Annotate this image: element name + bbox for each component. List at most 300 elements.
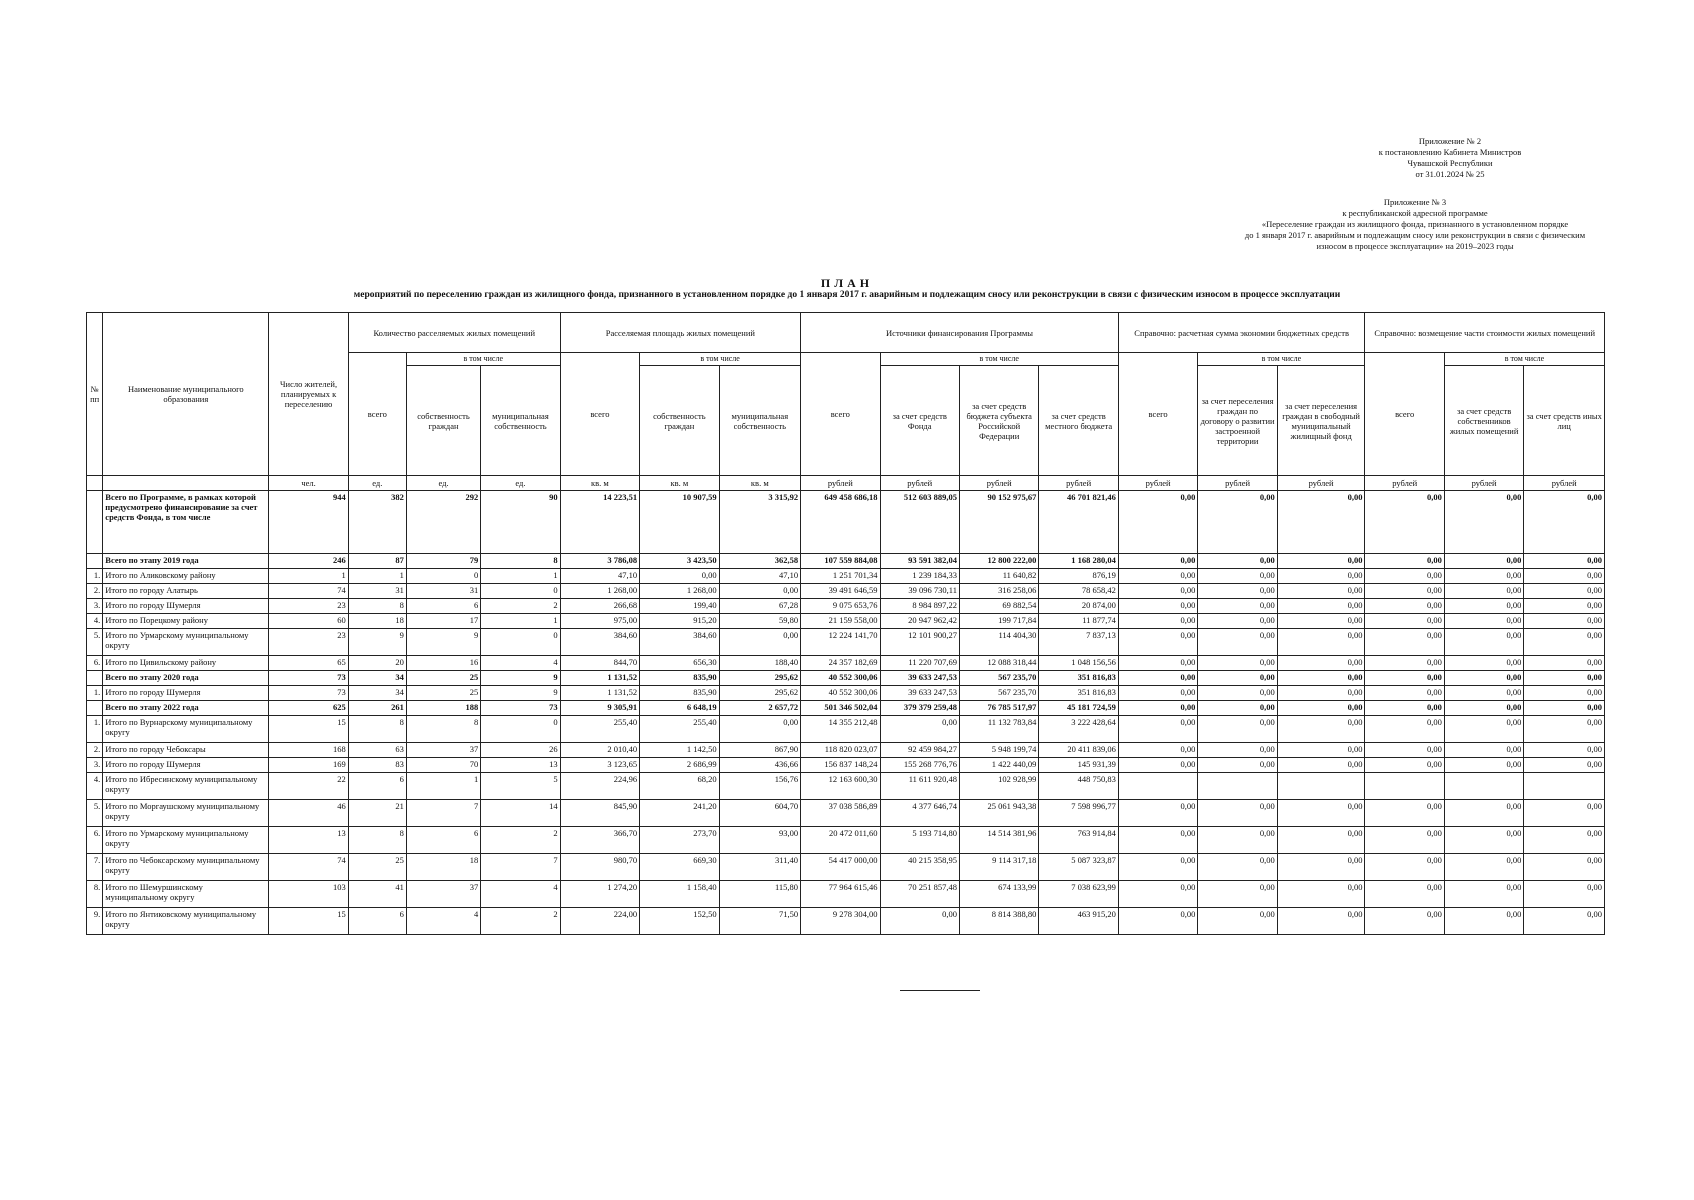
- table-header: [87, 313, 1605, 491]
- row-number: 8.: [87, 881, 103, 908]
- value-cell: 0,00: [1277, 758, 1365, 773]
- row-number: 9.: [87, 908, 103, 935]
- value-cell: 5 087 323,87: [1039, 854, 1118, 881]
- value-cell: 70 251 857,48: [880, 881, 959, 908]
- value-cell: 2 010,40: [560, 743, 639, 758]
- value-cell: 93,00: [719, 827, 800, 854]
- value-cell: 9: [481, 671, 560, 686]
- value-cell: 0,00: [1365, 629, 1444, 656]
- value-cell: 40 552 300,06: [801, 686, 880, 701]
- value-cell: 73: [269, 671, 348, 686]
- value-cell: 0,00: [1277, 569, 1365, 584]
- value-cell: 39 633 247,53: [880, 686, 959, 701]
- value-cell: 0,00: [1365, 554, 1444, 569]
- value-cell: 21: [348, 800, 406, 827]
- value-cell: 0,00: [1277, 701, 1365, 716]
- row-number: 6.: [87, 656, 103, 671]
- value-cell: 0,00: [1524, 554, 1605, 569]
- value-cell: 16: [406, 656, 480, 671]
- value-cell: 90 152 975,67: [959, 491, 1038, 554]
- value-cell: 79: [406, 554, 480, 569]
- value-cell: 7 837,13: [1039, 629, 1118, 656]
- value-cell: 21 159 558,00: [801, 614, 880, 629]
- value-cell: 0,00: [1277, 599, 1365, 614]
- header-owners: за счет средств собственников жилых помещений: [1444, 366, 1523, 476]
- value-cell: 0,00: [1118, 716, 1197, 743]
- value-cell: 246: [269, 554, 348, 569]
- value-cell: 74: [269, 584, 348, 599]
- value-cell: 11 640,82: [959, 569, 1038, 584]
- value-cell: 0,00: [1444, 491, 1523, 554]
- value-cell: 382: [348, 491, 406, 554]
- value-cell: 45 181 724,59: [1039, 701, 1118, 716]
- value-cell: 0,00: [1198, 686, 1277, 701]
- value-cell: 0,00: [1444, 554, 1523, 569]
- row-number: 3.: [87, 758, 103, 773]
- header-incl: в том числе: [640, 353, 801, 366]
- row-name: Итого по городу Шумерля: [103, 758, 269, 773]
- unit-cell: рублей: [880, 476, 959, 491]
- row-name: Итого по Чебоксарскому муниципальному округу: [103, 854, 269, 881]
- value-cell: 41: [348, 881, 406, 908]
- value-cell: 1: [406, 773, 480, 800]
- value-cell: 5 193 714,80: [880, 827, 959, 854]
- value-cell: 0,00: [1118, 656, 1197, 671]
- value-cell: 11 877,74: [1039, 614, 1118, 629]
- row-name: Итого по городу Шумерля: [103, 686, 269, 701]
- value-cell: 0,00: [1365, 881, 1444, 908]
- value-cell: 0,00: [1277, 584, 1365, 599]
- value-cell: 0,00: [1198, 671, 1277, 686]
- value-cell: 59,80: [719, 614, 800, 629]
- row-name: Итого по Урмарскому муниципальному округу: [103, 629, 269, 656]
- value-cell: 674 133,99: [959, 881, 1038, 908]
- row-name: Всего по этапу 2019 года: [103, 554, 269, 569]
- value-cell: 71,50: [719, 908, 800, 935]
- value-cell: 0,00: [1365, 584, 1444, 599]
- header-count-own: собственность граждан: [406, 366, 480, 476]
- value-cell: 0,00: [880, 716, 959, 743]
- value-cell: 0,00: [1524, 758, 1605, 773]
- table-row: [87, 491, 1605, 554]
- value-cell: 366,70: [560, 827, 639, 854]
- document-title: ПЛАН: [820, 276, 874, 290]
- header-fund: за счет средств Фонда: [880, 366, 959, 476]
- value-cell: 6: [406, 599, 480, 614]
- value-cell: 12 800 222,00: [959, 554, 1038, 569]
- value-cell: 0,00: [1444, 758, 1523, 773]
- value-cell: 0,00: [1444, 881, 1523, 908]
- value-cell: 0,00: [1277, 827, 1365, 854]
- value-cell: 26: [481, 743, 560, 758]
- value-cell: 11 611 920,48: [880, 773, 959, 800]
- unit-cell: [87, 476, 103, 491]
- unit-cell: рублей: [1365, 476, 1444, 491]
- value-cell: 4: [481, 656, 560, 671]
- value-cell: 9 278 304,00: [801, 908, 880, 935]
- value-cell: 155 268 776,76: [880, 758, 959, 773]
- value-cell: 63: [348, 743, 406, 758]
- value-cell: 0,00: [1524, 671, 1605, 686]
- appendix-2-line: Приложение № 2: [1418, 136, 1482, 146]
- value-cell: 5 948 199,74: [959, 743, 1038, 758]
- value-cell: 241,20: [640, 800, 719, 827]
- value-cell: 0,00: [1444, 599, 1523, 614]
- value-cell: 37: [406, 881, 480, 908]
- value-cell: 9 114 317,18: [959, 854, 1038, 881]
- value-cell: 0,00: [1524, 599, 1605, 614]
- value-cell: 0,00: [1365, 569, 1444, 584]
- row-number: 1.: [87, 569, 103, 584]
- value-cell: 9: [481, 686, 560, 701]
- value-cell: 975,00: [560, 614, 639, 629]
- value-cell: 0,00: [1118, 554, 1197, 569]
- value-cell: 0,00: [1365, 491, 1444, 554]
- row-number: 2.: [87, 584, 103, 599]
- value-cell: 1 168 280,04: [1039, 554, 1118, 569]
- value-cell: 25: [406, 686, 480, 701]
- unit-cell: рублей: [1524, 476, 1605, 491]
- value-cell: 199,40: [640, 599, 719, 614]
- header-group-economy: Справочно: расчетная сумма экономии бюджетных средств: [1118, 313, 1365, 353]
- value-cell: 1 422 440,09: [959, 758, 1038, 773]
- row-name: Итого по городу Чебоксары: [103, 743, 269, 758]
- value-cell: 9: [348, 629, 406, 656]
- value-cell: 25: [406, 671, 480, 686]
- value-cell: 763 914,84: [1039, 827, 1118, 854]
- header-free-fund: за счет переселения граждан в свободный муниципальный жилищный фонд: [1277, 366, 1365, 476]
- value-cell: 0,00: [1277, 629, 1365, 656]
- table-row: [87, 656, 1605, 671]
- value-cell: 292: [406, 491, 480, 554]
- value-cell: 73: [269, 686, 348, 701]
- value-cell: 0,00: [1277, 908, 1365, 935]
- table-row: [87, 743, 1605, 758]
- table-row: [87, 758, 1605, 773]
- unit-cell: кв. м: [640, 476, 719, 491]
- value-cell: 69 882,54: [959, 599, 1038, 614]
- value-cell: 8: [348, 716, 406, 743]
- value-cell: 0,00: [1365, 854, 1444, 881]
- header-group-compensation: Справочно: возмещение части стоимости жилых помещений: [1365, 313, 1605, 353]
- value-cell: 10 907,59: [640, 491, 719, 554]
- value-cell: 0,00: [1524, 881, 1605, 908]
- value-cell: [1118, 773, 1197, 800]
- value-cell: 0,00: [1198, 491, 1277, 554]
- value-cell: 915,20: [640, 614, 719, 629]
- value-cell: 1: [481, 614, 560, 629]
- value-cell: 867,90: [719, 743, 800, 758]
- header-subject-budget: за счет средств бюджета субъекта Российской Федерации: [959, 366, 1038, 476]
- value-cell: 169: [269, 758, 348, 773]
- value-cell: 76 785 517,97: [959, 701, 1038, 716]
- value-cell: 18: [348, 614, 406, 629]
- appendix-3-line: износом в процессе эксплуатации» на 2019–2023 годы: [1316, 241, 1514, 251]
- value-cell: 0,00: [1444, 701, 1523, 716]
- value-cell: 68,20: [640, 773, 719, 800]
- value-cell: 316 258,06: [959, 584, 1038, 599]
- value-cell: 115,80: [719, 881, 800, 908]
- value-cell: 4 377 646,74: [880, 800, 959, 827]
- value-cell: 0,00: [1444, 743, 1523, 758]
- value-cell: 0,00: [880, 908, 959, 935]
- unit-cell: рублей: [1039, 476, 1118, 491]
- value-cell: 78 658,42: [1039, 584, 1118, 599]
- value-cell: 2: [481, 599, 560, 614]
- table-row: [87, 629, 1605, 656]
- table-row: [87, 554, 1605, 569]
- value-cell: 261: [348, 701, 406, 716]
- header-area-total: всего: [560, 353, 639, 476]
- value-cell: 0,00: [1365, 599, 1444, 614]
- row-name: Всего по Программе, в рамках которой предусмотрено финансирование за счет средств Фонда, в том числе: [103, 491, 269, 554]
- value-cell: 0,00: [1444, 629, 1523, 656]
- table-row: [87, 773, 1605, 800]
- value-cell: 845,90: [560, 800, 639, 827]
- value-cell: 152,50: [640, 908, 719, 935]
- value-cell: 70: [406, 758, 480, 773]
- value-cell: 0,00: [1118, 800, 1197, 827]
- value-cell: 14 355 212,48: [801, 716, 880, 743]
- value-cell: 3 123,65: [560, 758, 639, 773]
- row-number: 6.: [87, 827, 103, 854]
- row-number: [87, 491, 103, 554]
- value-cell: 0,00: [1444, 827, 1523, 854]
- value-cell: 24 357 182,69: [801, 656, 880, 671]
- row-name: Итого по Аликовскому району: [103, 569, 269, 584]
- value-cell: 0,00: [1444, 800, 1523, 827]
- value-cell: 0,00: [1444, 656, 1523, 671]
- value-cell: 1 131,52: [560, 686, 639, 701]
- value-cell: 0,00: [1118, 854, 1197, 881]
- value-cell: 3 786,08: [560, 554, 639, 569]
- value-cell: 0,00: [1198, 758, 1277, 773]
- value-cell: 25 061 943,38: [959, 800, 1038, 827]
- row-name: Итого по городу Шумерля: [103, 599, 269, 614]
- value-cell: 20 411 839,06: [1039, 743, 1118, 758]
- value-cell: 20 947 962,42: [880, 614, 959, 629]
- value-cell: 93 591 382,04: [880, 554, 959, 569]
- header-group-finance: Источники финансирования Программы: [801, 313, 1119, 353]
- value-cell: 0,00: [1524, 908, 1605, 935]
- table-row: [87, 854, 1605, 881]
- value-cell: 114 404,30: [959, 629, 1038, 656]
- value-cell: 0,00: [1277, 656, 1365, 671]
- value-cell: 3 222 428,64: [1039, 716, 1118, 743]
- value-cell: 0,00: [1198, 554, 1277, 569]
- value-cell: 295,62: [719, 671, 800, 686]
- value-cell: 39 096 730,11: [880, 584, 959, 599]
- value-cell: 7: [406, 800, 480, 827]
- value-cell: 567 235,70: [959, 671, 1038, 686]
- value-cell: 8: [348, 827, 406, 854]
- value-cell: 0,00: [1277, 743, 1365, 758]
- value-cell: 0,00: [1365, 800, 1444, 827]
- value-cell: 1 048 156,56: [1039, 656, 1118, 671]
- table-row: [87, 827, 1605, 854]
- header-count-total: всего: [348, 353, 406, 476]
- table-row: [87, 908, 1605, 935]
- row-number: 2.: [87, 743, 103, 758]
- value-cell: 0,00: [1277, 716, 1365, 743]
- value-cell: [1524, 773, 1605, 800]
- value-cell: 25: [348, 854, 406, 881]
- value-cell: 6: [406, 827, 480, 854]
- table-row: [87, 584, 1605, 599]
- value-cell: 273,70: [640, 827, 719, 854]
- value-cell: 7 038 623,99: [1039, 881, 1118, 908]
- value-cell: 60: [269, 614, 348, 629]
- value-cell: 188,40: [719, 656, 800, 671]
- value-cell: 0,00: [1524, 743, 1605, 758]
- table-row: [87, 716, 1605, 743]
- table-body: [87, 491, 1605, 935]
- unit-cell: ед.: [348, 476, 406, 491]
- value-cell: 92 459 984,27: [880, 743, 959, 758]
- value-cell: 1: [481, 569, 560, 584]
- value-cell: 0: [406, 569, 480, 584]
- value-cell: 65: [269, 656, 348, 671]
- unit-cell: рублей: [801, 476, 880, 491]
- value-cell: 0,00: [719, 716, 800, 743]
- row-name: Итого по городу Алатырь: [103, 584, 269, 599]
- value-cell: 0,00: [1118, 908, 1197, 935]
- unit-cell: кв. м: [560, 476, 639, 491]
- unit-cell: ед.: [406, 476, 480, 491]
- value-cell: 156 837 148,24: [801, 758, 880, 773]
- value-cell: 0,00: [1365, 614, 1444, 629]
- document-subtitle: мероприятий по переселению граждан из жилищного фонда, признанного в установленном порядке до 1 января 2017 г. аварийным и подлежащим сносу или реконструкции в связи с физическим износом в процессе эксплуатации: [353, 290, 1341, 300]
- appendix-3-line: к республиканской адресной программе: [1342, 208, 1488, 218]
- unit-cell: чел.: [269, 476, 348, 491]
- value-cell: 844,70: [560, 656, 639, 671]
- value-cell: 14 514 381,96: [959, 827, 1038, 854]
- value-cell: 0,00: [1118, 584, 1197, 599]
- value-cell: 1 268,00: [560, 584, 639, 599]
- appendix-2-block: [1300, 136, 1600, 180]
- value-cell: 3 423,50: [640, 554, 719, 569]
- unit-cell: рублей: [959, 476, 1038, 491]
- row-number: [87, 554, 103, 569]
- row-name: Итого по Моргаушскому муниципальному округу: [103, 800, 269, 827]
- header-compensation-total: всего: [1365, 353, 1444, 476]
- header-area-own: собственность граждан: [640, 366, 719, 476]
- value-cell: 944: [269, 491, 348, 554]
- value-cell: 0: [481, 716, 560, 743]
- value-cell: 20: [348, 656, 406, 671]
- value-cell: 1 274,20: [560, 881, 639, 908]
- value-cell: 77 964 615,46: [801, 881, 880, 908]
- value-cell: 15: [269, 716, 348, 743]
- header-group-area: Расселяемая площадь жилых помещений: [560, 313, 800, 353]
- value-cell: 0,00: [1198, 569, 1277, 584]
- value-cell: 625: [269, 701, 348, 716]
- value-cell: 656,30: [640, 656, 719, 671]
- value-cell: 0,00: [640, 569, 719, 584]
- value-cell: 0,00: [1118, 614, 1197, 629]
- value-cell: 0,00: [1524, 686, 1605, 701]
- row-number: 1.: [87, 686, 103, 701]
- value-cell: 1: [348, 569, 406, 584]
- row-name: Всего по этапу 2020 года: [103, 671, 269, 686]
- header-finance-total: всего: [801, 353, 880, 476]
- value-cell: 669,30: [640, 854, 719, 881]
- appendix-3-line: Приложение № 3: [1383, 197, 1447, 207]
- value-cell: 6: [348, 908, 406, 935]
- row-number: 5.: [87, 800, 103, 827]
- value-cell: 7 598 996,77: [1039, 800, 1118, 827]
- value-cell: 1 142,50: [640, 743, 719, 758]
- header-group-count: Количество расселяемых жилых помещений: [348, 313, 560, 353]
- value-cell: 13: [269, 827, 348, 854]
- unit-cell: рублей: [1277, 476, 1365, 491]
- value-cell: 0,00: [1118, 671, 1197, 686]
- value-cell: 0,00: [1118, 758, 1197, 773]
- value-cell: 12 224 141,70: [801, 629, 880, 656]
- header-economy-total: всего: [1118, 353, 1197, 476]
- value-cell: 54 417 000,00: [801, 854, 880, 881]
- value-cell: 23: [269, 629, 348, 656]
- value-cell: 0,00: [1198, 881, 1277, 908]
- value-cell: 649 458 686,18: [801, 491, 880, 554]
- value-cell: 118 820 023,07: [801, 743, 880, 758]
- value-cell: 224,00: [560, 908, 639, 935]
- plan-table: [86, 312, 1605, 935]
- value-cell: 11 132 783,84: [959, 716, 1038, 743]
- value-cell: 12 088 318,44: [959, 656, 1038, 671]
- row-name: Итого по Янтиковскому муниципальному округу: [103, 908, 269, 935]
- row-number: 4.: [87, 614, 103, 629]
- value-cell: 0,00: [1444, 686, 1523, 701]
- value-cell: 73: [481, 701, 560, 716]
- value-cell: 0,00: [1365, 686, 1444, 701]
- value-cell: 384,60: [640, 629, 719, 656]
- row-name: Всего по этапу 2022 года: [103, 701, 269, 716]
- value-cell: 23: [269, 599, 348, 614]
- value-cell: 980,70: [560, 854, 639, 881]
- value-cell: 90: [481, 491, 560, 554]
- header-local-budget: за счет средств местного бюджета: [1039, 366, 1118, 476]
- value-cell: 0,00: [1198, 827, 1277, 854]
- value-cell: 0,00: [1365, 743, 1444, 758]
- value-cell: 11 220 707,69: [880, 656, 959, 671]
- value-cell: 876,19: [1039, 569, 1118, 584]
- value-cell: 0,00: [1444, 716, 1523, 743]
- value-cell: 0,00: [1524, 491, 1605, 554]
- value-cell: 0,00: [1277, 491, 1365, 554]
- value-cell: [1198, 773, 1277, 800]
- value-cell: 448 750,83: [1039, 773, 1118, 800]
- value-cell: 31: [406, 584, 480, 599]
- value-cell: 0,00: [1198, 908, 1277, 935]
- value-cell: 379 379 259,48: [880, 701, 959, 716]
- value-cell: 0,00: [1524, 584, 1605, 599]
- row-number: 7.: [87, 854, 103, 881]
- value-cell: 102 928,99: [959, 773, 1038, 800]
- end-divider: [900, 990, 980, 991]
- header-others: за счет средств иных лиц: [1524, 366, 1605, 476]
- value-cell: 512 603 889,05: [880, 491, 959, 554]
- value-cell: 37 038 586,89: [801, 800, 880, 827]
- unit-cell: рублей: [1198, 476, 1277, 491]
- value-cell: 604,70: [719, 800, 800, 827]
- value-cell: 39 633 247,53: [880, 671, 959, 686]
- value-cell: 0,00: [1365, 908, 1444, 935]
- table-row: [87, 569, 1605, 584]
- value-cell: 0,00: [1524, 827, 1605, 854]
- value-cell: 8: [481, 554, 560, 569]
- header-incl: в том числе: [880, 353, 1118, 366]
